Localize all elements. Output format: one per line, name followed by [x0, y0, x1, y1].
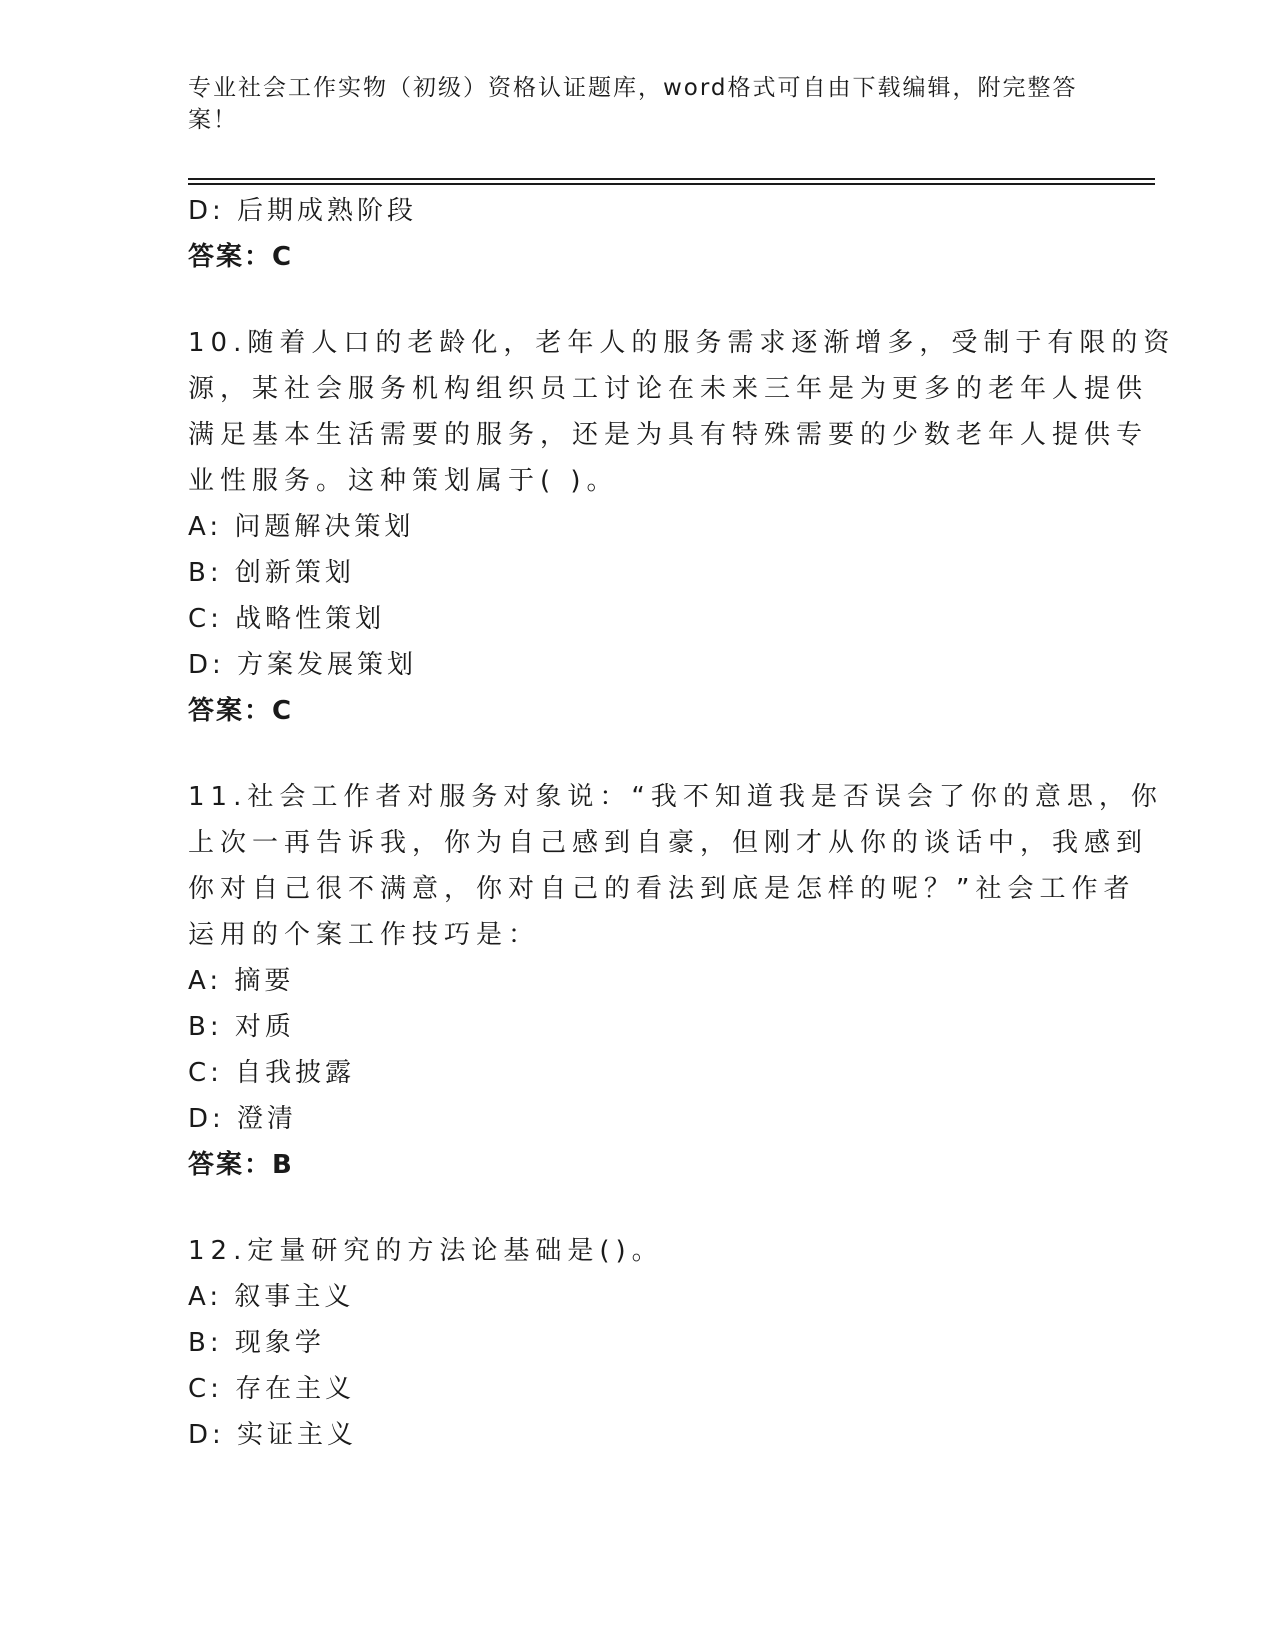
- question-10-stem-line: 源，某社会服务机构组织员工讨论在未来三年是为更多的老年人提供: [188, 374, 1149, 404]
- question-10-stem-line: 满足基本生活需要的服务，还是为具有特殊需要的少数老年人提供专: [188, 420, 1149, 450]
- question-12-option-c: C: 存在主义: [188, 1374, 356, 1404]
- question-11-stem-line: 你对自己很不满意，你对自己的看法到底是怎样的呢？”社会工作者: [188, 874, 1136, 904]
- question-10-option-d: D: 方案发展策划: [188, 650, 418, 680]
- question-10-option-a: A: 问题解决策划: [188, 512, 415, 542]
- question-12-option-d: D: 实证主义: [188, 1420, 358, 1450]
- header-divider-bottom: [188, 183, 1155, 185]
- prev-option-d: D: 后期成熟阶段: [188, 196, 418, 226]
- question-10-answer: 答案：C: [188, 696, 294, 726]
- question-12-option-a: A: 叙事主义: [188, 1282, 355, 1312]
- question-11-option-d: D: 澄清: [188, 1104, 298, 1134]
- prev-answer: 答案：C: [188, 242, 294, 272]
- question-10-stem-line: 业性服务。这种策划属于( )。: [188, 466, 619, 496]
- question-12-stem: [188, 1228, 1088, 1274]
- question-12-stem-line: 12.定量研究的方法论基础是()。: [188, 1236, 664, 1266]
- question-12-option-b: B: 现象学: [188, 1328, 325, 1358]
- header-divider-top: [188, 178, 1155, 180]
- question-content: [188, 188, 1176, 1458]
- document-header: [188, 72, 1078, 136]
- question-11-answer: 答案：B: [188, 1150, 294, 1180]
- question-11-stem: [188, 774, 1163, 958]
- question-11-option-c: C: 自我披露: [188, 1058, 356, 1088]
- question-10-stem-line: 10.随着人口的老龄化，老年人的服务需求逐渐增多，受制于有限的资: [188, 328, 1176, 358]
- header-line-2: 案！: [188, 107, 238, 133]
- question-10-stem: [188, 320, 1176, 504]
- question-11-option-b: B: 对质: [188, 1012, 295, 1042]
- question-10-option-b: B: 创新策划: [188, 558, 355, 588]
- header-line-1: 专业社会工作实物（初级）资格认证题库，word格式可自由下载编辑，附完整答: [188, 75, 1078, 101]
- question-11-option-a: A: 摘要: [188, 966, 295, 996]
- question-10-option-c: C: 战略性策划: [188, 604, 386, 634]
- question-11-stem-line: 运用的个案工作技巧是：: [188, 920, 541, 950]
- question-11-stem-line: 11.社会工作者对服务对象说：“我不知道我是否误会了你的意思，你: [188, 782, 1163, 812]
- question-11-stem-line: 上次一再告诉我，你为自己感到自豪，但刚才从你的谈话中，我感到: [188, 828, 1149, 858]
